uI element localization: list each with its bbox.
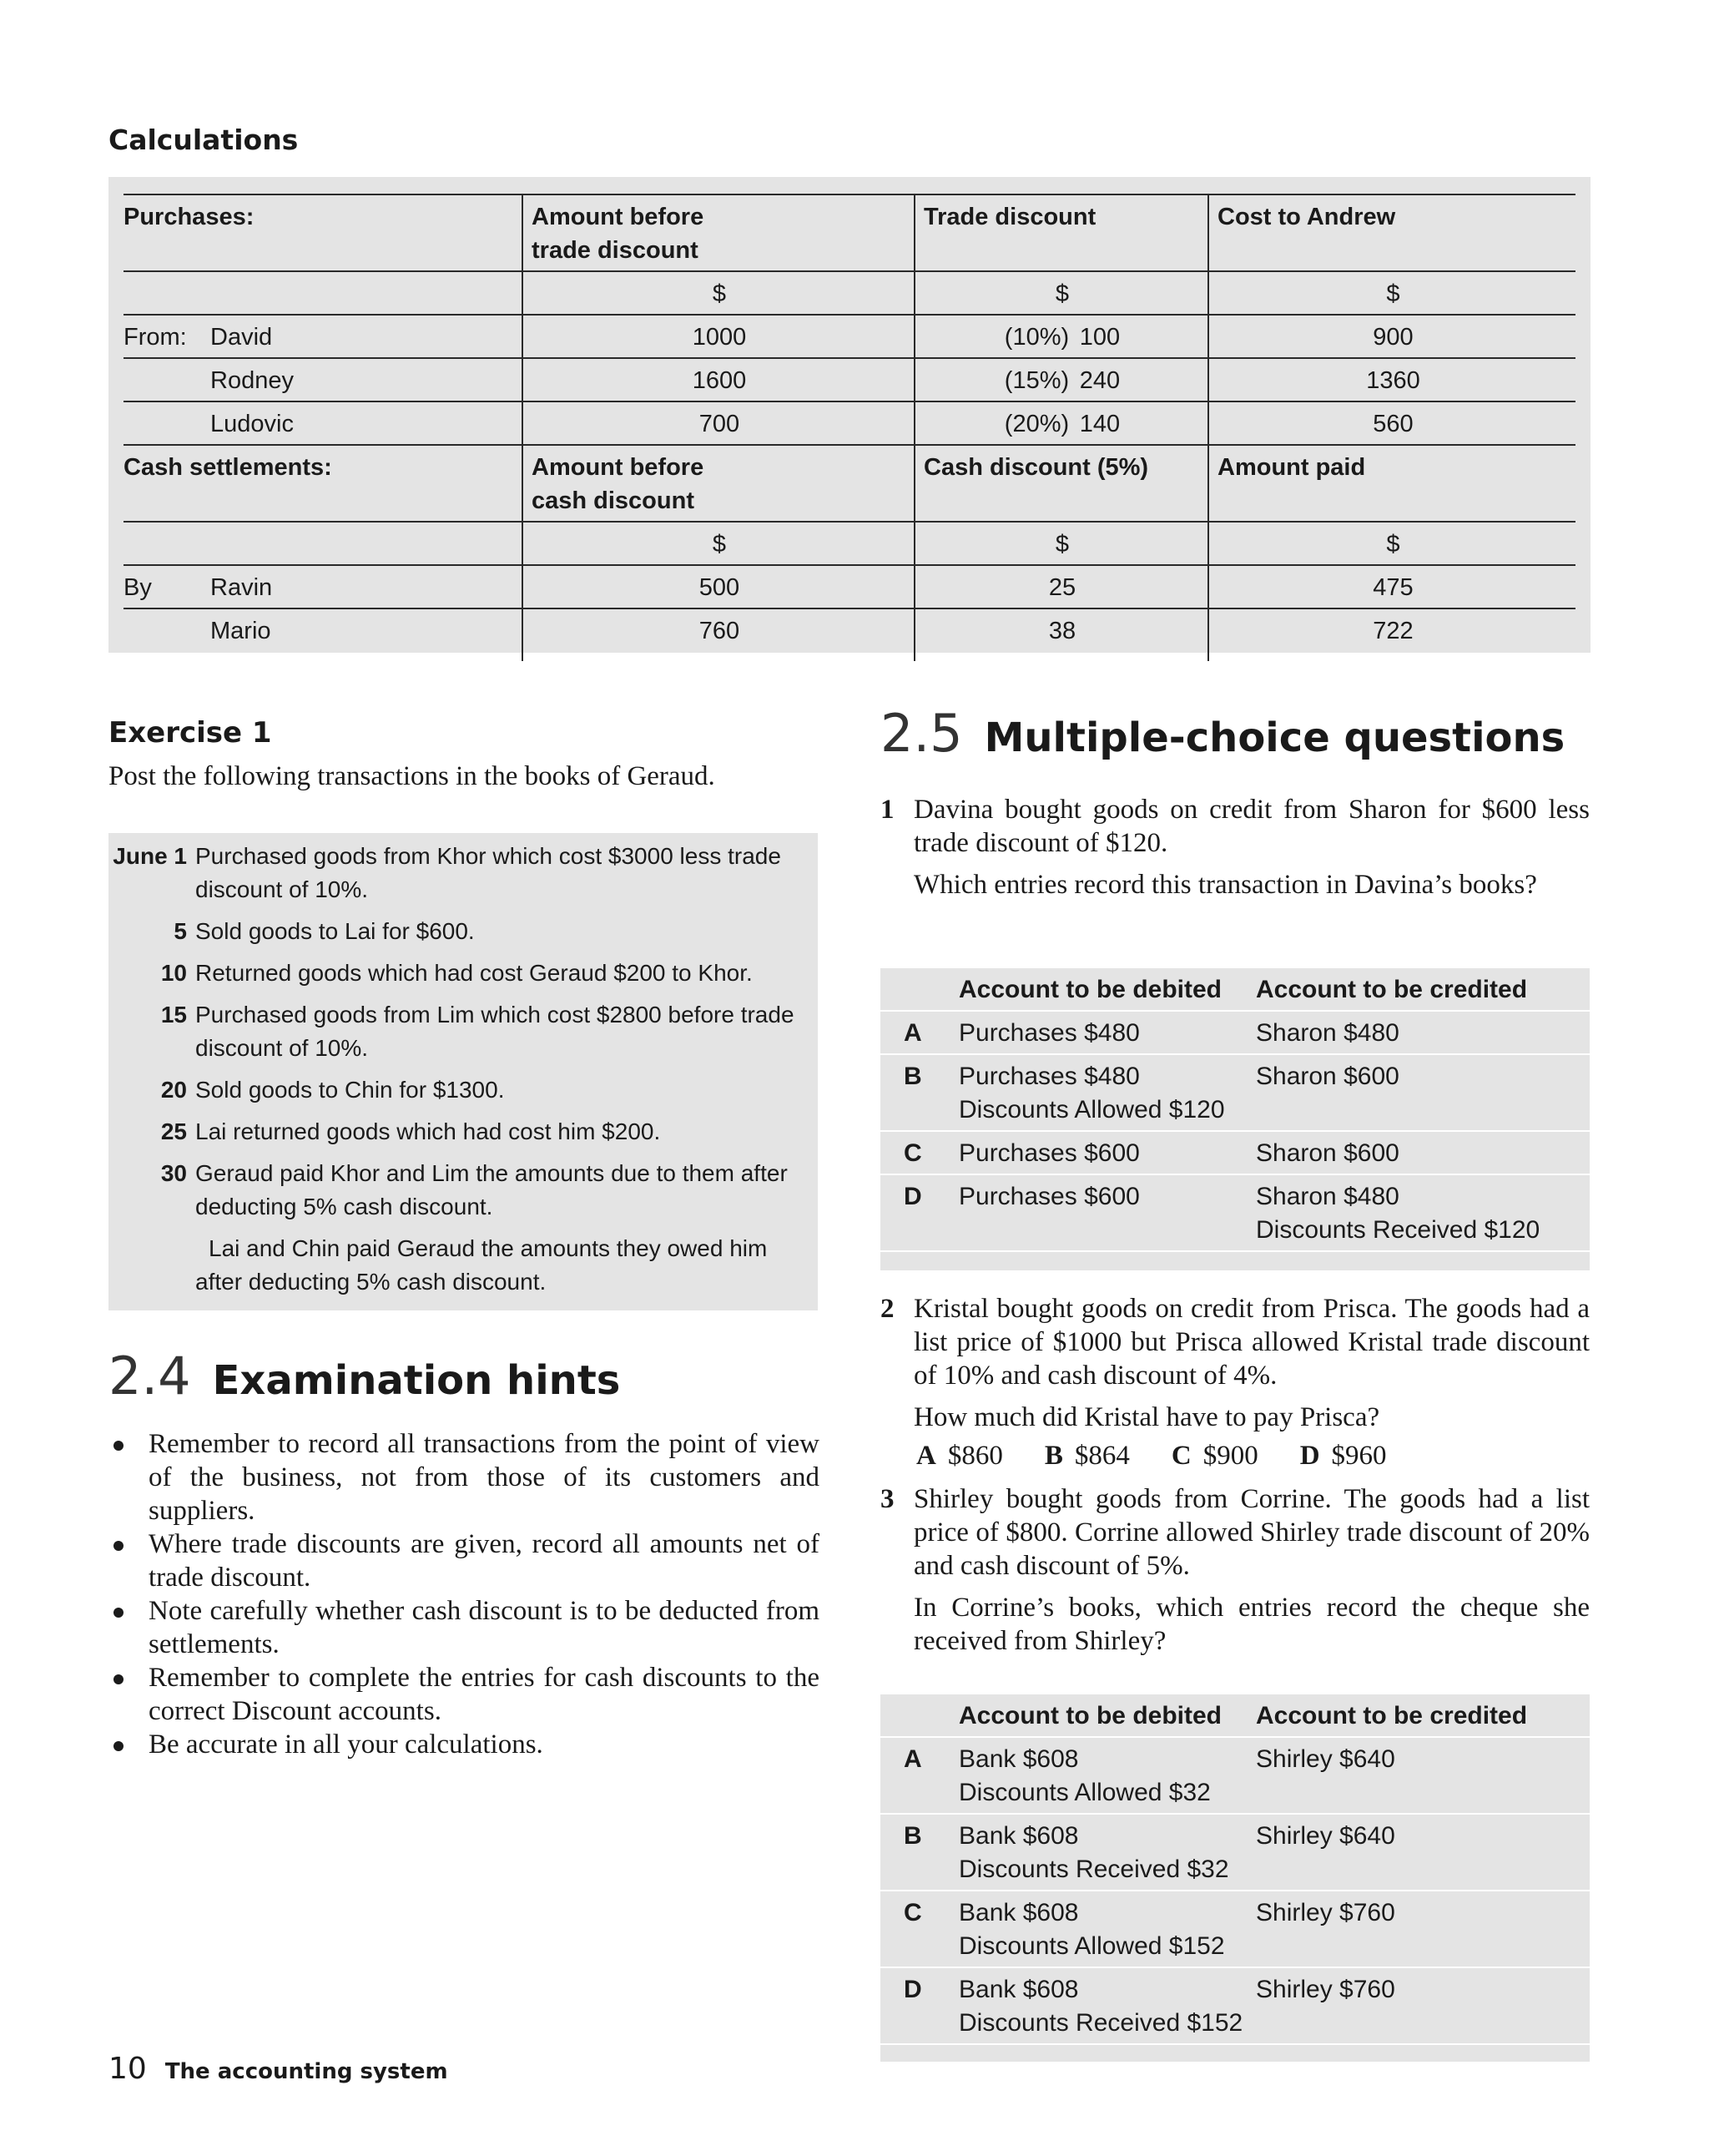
debit-entries (959, 1896, 1256, 1963)
debit-entry: Purchases $600 (959, 1183, 1140, 1210)
debit-column-header: Account to be debited (959, 976, 1222, 1003)
purchases-header-row-cell: Purchases: (124, 194, 522, 271)
question-3-options-table (880, 1694, 1590, 2062)
answer-option (916, 1441, 1003, 1472)
currency-cell: $ (522, 271, 915, 315)
debit-entry: Discounts Received $32 (959, 1856, 1229, 1883)
purchase-cost: 1360 (1208, 358, 1575, 401)
credit-entries (1256, 1820, 1581, 1853)
question-1 (880, 793, 1590, 910)
debit-entry: Bank $608 (959, 1899, 1079, 1926)
answer-option (1045, 1441, 1130, 1472)
supplier-name: Ludovic (210, 411, 294, 437)
hints-section-number: 2.4 (108, 1346, 191, 1406)
credit-entries (1256, 1973, 1581, 2007)
purchase-row (124, 401, 1575, 445)
discount-value: 240 (1079, 367, 1121, 394)
settlements-header-row-cell: Amount before cash discount (522, 445, 915, 522)
settlements-header-row (124, 445, 1575, 522)
answer-option (1300, 1441, 1387, 1472)
discount-percent: (20%) (1004, 411, 1070, 437)
hint-item: Remember to complete the entries for cash discounts to the correct Discount accounts. (108, 1661, 819, 1728)
debit-entry: Discounts Allowed $120 (959, 1096, 1225, 1123)
settlements-header-row-cell: Amount paid (1208, 445, 1575, 522)
hint-item: Where trade discounts are given, record all amounts net of trade discount. (108, 1527, 819, 1594)
transaction-date: 25 (160, 1118, 187, 1144)
question-1-options-table (880, 968, 1590, 1270)
supplier-name: David (210, 324, 273, 351)
purchases-header-row (124, 194, 1575, 271)
purchase-amount: 1000 (522, 315, 915, 358)
credit-entry: Shirley $760 (1256, 1899, 1395, 1926)
question-1-ask: Which entries record this transaction in Davina’s books? (914, 870, 1537, 900)
option-letter: C (904, 1139, 922, 1167)
settlement-amount: 500 (522, 565, 915, 608)
credit-entries (1256, 1743, 1581, 1776)
page-footer (108, 2052, 448, 2086)
question-2-ask: How much did Kristal have to pay Prisca? (914, 1402, 1380, 1432)
settlement-customer (124, 565, 522, 608)
settlement-customer (124, 608, 522, 661)
option-letter: B (904, 1822, 922, 1850)
settlement-row (124, 565, 1575, 608)
settlements-header-row-cell: Cash discount (5%) (915, 445, 1208, 522)
transaction-date: 20 (160, 1077, 187, 1103)
option-row-a (880, 1738, 1590, 1815)
purchase-supplier (124, 401, 522, 445)
option-letter: C (904, 1899, 922, 1926)
debit-entry: Bank $608 (959, 1822, 1079, 1850)
debit-entries (959, 1820, 1256, 1886)
transaction-date: 30 (160, 1160, 187, 1186)
question-3 (880, 1482, 1590, 1666)
from-label: From: (124, 324, 187, 351)
debit-entry: Discounts Allowed $32 (959, 1779, 1211, 1806)
debit-entry: Bank $608 (959, 1745, 1079, 1773)
option-row-d (880, 1968, 1590, 2045)
purchases-header-row-cell: Cost to Andrew (1208, 194, 1575, 271)
credit-entries (1256, 1180, 1581, 1247)
credit-entry: Sharon $600 (1256, 1063, 1399, 1090)
settlements-currency-row (124, 522, 1575, 565)
question-1-number: 1 (880, 795, 895, 825)
currency-cell: $ (1208, 271, 1575, 315)
question-2-answers (916, 1441, 1429, 1472)
blank-cell (124, 522, 522, 565)
hints-list (108, 1427, 819, 1761)
debit-entry: Purchases $480 (959, 1063, 1140, 1090)
purchase-amount: 1600 (522, 358, 915, 401)
transaction-date: 15 (160, 1002, 187, 1028)
answer-letter: C (1171, 1441, 1192, 1471)
purchase-trade-discount (915, 401, 1208, 445)
option-letter: B (904, 1063, 922, 1090)
transaction-text: Lai returned goods which had cost him $200. (195, 1118, 661, 1144)
blank-cell (124, 271, 522, 315)
transaction-text: Purchased goods from Khor which cost $3000 less trade discount of 10%. (195, 843, 781, 902)
settlement-discount: 38 (915, 608, 1208, 661)
hint-item: Note carefully whether cash discount is to be deducted from settlements. (108, 1594, 819, 1661)
credit-entries (1256, 1060, 1581, 1093)
calculations-heading: Calculations (108, 124, 299, 156)
credit-entry: Sharon $600 (1256, 1139, 1399, 1167)
settlement-paid: 722 (1208, 608, 1575, 661)
option-row-b (880, 1055, 1590, 1132)
answer-letter: A (916, 1441, 936, 1471)
debit-column-header: Account to be debited (959, 1702, 1222, 1729)
option-row-d (880, 1175, 1590, 1252)
mcq-section-label: Multiple-choice questions (984, 714, 1565, 761)
option-letter: D (904, 1183, 922, 1210)
option-row-c (880, 1132, 1590, 1175)
answer-value: $960 (1331, 1441, 1387, 1471)
transaction-text: Sold goods to Chin for $1300. (195, 1077, 505, 1103)
settlement-paid: 475 (1208, 565, 1575, 608)
purchase-cost: 560 (1208, 401, 1575, 445)
question-2 (880, 1292, 1590, 1442)
credit-entries (1256, 1137, 1581, 1170)
purchase-supplier (124, 358, 522, 401)
hints-section-label: Examination hints (212, 1357, 621, 1404)
discount-percent: (15%) (1004, 367, 1070, 394)
credit-entry: Shirley $760 (1256, 1976, 1395, 2003)
option-row-b (880, 1815, 1590, 1891)
page-number: 10 (108, 2052, 147, 2086)
purchase-cost: 900 (1208, 315, 1575, 358)
transaction-text: Returned goods which had cost Geraud $200 to Khor. (195, 960, 753, 986)
debit-entries (959, 1180, 1256, 1214)
credit-entries (1256, 1896, 1581, 1930)
discount-value: 100 (1079, 324, 1121, 351)
transaction-date: 5 (174, 918, 187, 944)
supplier-name: Rodney (210, 367, 294, 394)
purchase-supplier (124, 315, 522, 358)
options-header-row (880, 1694, 1590, 1738)
transaction-date: 10 (160, 960, 187, 986)
question-2-text: Kristal bought goods on credit from Prisca. The goods had a list price of $1000 but Prisca allowed Kristal trade discount of 10% and cash discount of 4%. (914, 1294, 1590, 1391)
question-1-text: Davina bought goods on credit from Sharon for $600 less trade discount of $120. (914, 795, 1590, 858)
debit-entry: Discounts Allowed $152 (959, 1932, 1225, 1960)
purchases-header-row-cell: Trade discount (915, 194, 1208, 271)
option-letter: A (904, 1745, 922, 1773)
answer-value: $900 (1202, 1441, 1258, 1471)
calculations-box (108, 177, 1591, 653)
purchase-trade-discount (915, 358, 1208, 401)
question-3-text: Shirley bought goods from Corrine. The goods had a list price of $800. Corrine allowed Shirley trade discount of 20% and cash discount of 5%. (914, 1484, 1590, 1581)
purchase-row (124, 358, 1575, 401)
mcq-section-number: 2.5 (880, 703, 963, 764)
credit-entry: Sharon $480 (1256, 1019, 1399, 1047)
settlement-amount: 760 (522, 608, 915, 661)
currency-cell: $ (915, 271, 1208, 315)
purchases-header-row-cell: Amount before trade discount (522, 194, 915, 271)
debit-entries (959, 1973, 1256, 2040)
answer-option (1172, 1441, 1258, 1472)
hint-item: Be accurate in all your calculations. (108, 1728, 819, 1761)
debit-entry: Bank $608 (959, 1976, 1079, 2003)
option-letter: D (904, 1976, 922, 2003)
mcq-section-title (880, 703, 1565, 764)
hints-section-title (108, 1346, 620, 1406)
answer-letter: B (1044, 1441, 1063, 1471)
question-3-number: 3 (880, 1484, 895, 1514)
hint-item: Remember to record all transactions from the point of view of the business, not from those of its customers and suppliers. (108, 1427, 819, 1527)
currency-cell: $ (1208, 522, 1575, 565)
settlement-discount: 25 (915, 565, 1208, 608)
answer-value: $864 (1074, 1441, 1130, 1471)
discount-percent: (10%) (1004, 324, 1070, 351)
transaction-date: June 1 (113, 843, 187, 869)
option-row-c (880, 1891, 1590, 1968)
answer-value: $860 (947, 1441, 1003, 1471)
debit-entries (959, 1017, 1256, 1050)
discount-value: 140 (1079, 411, 1121, 437)
question-2-number: 2 (880, 1294, 895, 1324)
credit-entry: Shirley $640 (1256, 1822, 1395, 1850)
debit-entries (959, 1743, 1256, 1810)
debit-entry: Purchases $480 (959, 1019, 1140, 1047)
purchase-row (124, 315, 1575, 358)
calculations-table (124, 194, 1575, 661)
question-3-ask: In Corrine’s books, which entries record the cheque she received from Shirley? (914, 1593, 1590, 1656)
purchases-currency-row (124, 271, 1575, 315)
credit-entry: Shirley $640 (1256, 1745, 1395, 1773)
credit-column-header: Account to be credited (1256, 976, 1528, 1003)
by-label: By (124, 574, 152, 601)
customer-name: Mario (210, 618, 271, 644)
transactions-box (108, 833, 818, 1310)
option-letter: A (904, 1019, 922, 1047)
settlement-row (124, 608, 1575, 661)
debit-entries (959, 1137, 1256, 1170)
transaction-text: Geraud paid Khor and Lim the amounts due to them after deducting 5% cash discount. (195, 1160, 788, 1219)
credit-entry: Sharon $480 (1256, 1183, 1399, 1210)
credit-column-header: Account to be credited (1256, 1702, 1528, 1729)
currency-cell: $ (522, 522, 915, 565)
footer-section: The accounting system (164, 2059, 448, 2084)
options-header-row (880, 968, 1590, 1012)
settlements-header-row-cell: Cash settlements: (124, 445, 522, 522)
customer-name: Ravin (210, 574, 273, 601)
answer-letter: D (1299, 1441, 1320, 1471)
exercise-intro: Post the following transactions in the books of Geraud. (108, 761, 715, 791)
option-row-a (880, 1012, 1590, 1055)
transaction-text: Lai and Chin paid Geraud the amounts they owed him after deducting 5% cash discount. (195, 1235, 768, 1295)
credit-entry: Discounts Received $120 (1256, 1216, 1540, 1244)
purchase-amount: 700 (522, 401, 915, 445)
debit-entries (959, 1060, 1256, 1127)
transaction-text: Purchased goods from Lim which cost $2800 before trade discount of 10%. (195, 1002, 794, 1061)
credit-entries (1256, 1017, 1581, 1050)
debit-entry: Purchases $600 (959, 1139, 1140, 1167)
transaction-text: Sold goods to Lai for $600. (195, 918, 475, 944)
debit-entry: Discounts Received $152 (959, 2009, 1243, 2037)
exercise-title: Exercise 1 (108, 716, 272, 750)
purchase-trade-discount (915, 315, 1208, 358)
currency-cell: $ (915, 522, 1208, 565)
